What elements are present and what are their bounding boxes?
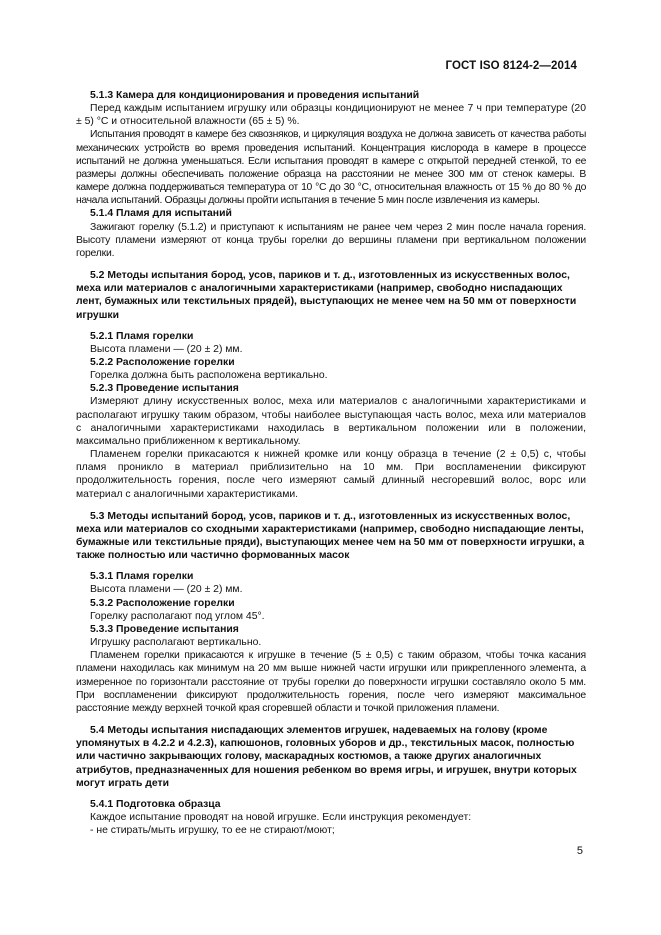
section-5-2-3-paragraph-1: Измеряют длину искусственных волос, меха или материалов с аналогичными характеристиками и располагают игрушку таким образом, чтобы наиболее выступающая часть волос, меха или материалов с аналогичными характеристиками находилась в вертикальном положении или в положении, максимально приближенном к вертикальному. bbox=[76, 396, 586, 447]
section-5-1-3-paragraph-1: Перед каждым испытанием игрушку или образцы кондиционируют не менее 7 ч при температуре (20 ± 5) °С и относительной влажности (65 ± 5) %. bbox=[76, 103, 586, 128]
section-5-2-1-text: Высота пламени — (20 ± 2) мм. bbox=[90, 343, 243, 355]
section-5-3-heading: 5.3 Методы испытаний бород, усов, париков и т. д., изготовленных из искусственных волос, меха или материалов со сходными характеристиками (например, свободно ниспадающие ленты, бумажные или текстильные пряди), выступающих менее чем на 50 мм от поверхности игрушки, а также полностью или частично формованных масок bbox=[76, 510, 585, 562]
section-5-4-1-heading: 5.4.1 Подготовка образца bbox=[90, 798, 221, 810]
section-5-4-1-list-item: - не стирать/мыть игрушку, то ее не стирают/моют; bbox=[90, 825, 335, 837]
section-5-3-2-heading: 5.3.2 Расположение горелки bbox=[90, 597, 235, 609]
section-5-2-3-paragraph-2: Пламенем горелки прикасаются к нижней кромке или концу образца в течение (2 ± 0,5) с, чтобы пламя проникло в материал приблизительно на 10 мм. При воспламенении фиксируют продолжительность горения, после чего измеряют самый длинный несгоревший волос, ворс или материал с аналогичными характеристиками. bbox=[76, 449, 586, 500]
section-5-3-3-paragraph-1: Игрушку располагают вертикально. bbox=[90, 637, 262, 649]
section-5-2-3-heading: 5.2.3 Проведение испытания bbox=[90, 383, 239, 395]
section-5-1-3-paragraph-2: Испытания проводят в камере без сквозняков, и циркуляция воздуха не должна зависеть от качества работы механических устройств во время проведения испытаний. Концентрация кислорода в камере в процессе испытаний не должна уменьшаться. Если испытания проводят в камере с открытой передней стенкой, то ее размеры должны обеспечивать положение образца на расстоянии не менее 300 мм от стенок камеры. В камере должна поддерживаться температура от 10 °С до 30 °С, относительная влажность от 15 % до 80 % до начала испытаний. Образцы должны пройти испытания в течение 5 мин после извлечения из камеры. bbox=[76, 129, 586, 207]
section-5-3-1-text: Высота пламени — (20 ± 2) мм. bbox=[90, 584, 243, 596]
section-5-3-2-text: Горелку располагают под углом 45°. bbox=[90, 610, 265, 622]
section-5-3-1-heading: 5.3.1 Пламя горелки bbox=[90, 571, 194, 583]
section-5-3-3-paragraph-2: Пламенем горелки прикасаются к игрушке в течение (5 ± 0,5) с таким образом, чтобы точка касания пламени находилась как минимум на 20 мм выше нижней части игрушки или прикрепленного элемента, а измеренное по горизонтали расстояние от трубы горелки до поверхности игрушки составляло около 5 мм. При воспламенении фиксируют продолжительность горения, после чего измеряют максимальное расстояние между верхней точкой края сгоревшей области и точкой приложения пламени. bbox=[76, 650, 586, 714]
standard-header: ГОСТ ISO 8124-2—2014 bbox=[445, 60, 577, 72]
section-5-1-3-heading: 5.1.3 Камера для кондиционирования и проведения испытаний bbox=[90, 90, 420, 101]
section-5-2-1-heading: 5.2.1 Пламя горелки bbox=[90, 330, 194, 342]
page-number: 5 bbox=[576, 845, 583, 857]
section-5-4-1-paragraph-1: Каждое испытание проводят на новой игрушке. Если инструкция рекомендует: bbox=[90, 811, 472, 823]
section-5-3-3-heading: 5.3.3 Проведение испытания bbox=[90, 623, 239, 635]
section-5-2-2-text: Горелка должна быть расположена вертикально. bbox=[90, 370, 328, 382]
section-5-2-heading: 5.2 Методы испытания бород, усов, париков и т. д., изготовленных из искусственных волос, меха или материалов с аналогичными характеристиками (например, свободно ниспадающих лент, бумажных или текстильных прядей), выступающих не менее чем на 50 мм от поверхности игрушки bbox=[76, 270, 577, 321]
document-body bbox=[76, 89, 586, 837]
section-5-2-2-heading: 5.2.2 Расположение горелки bbox=[90, 356, 235, 368]
section-5-1-4-heading: 5.1.4 Пламя для испытаний bbox=[90, 208, 232, 220]
section-5-4-heading: 5.4 Методы испытания ниспадающих элементов игрушек, надеваемых на голову (кроме упомянутых в 4.2.2 и 4.2.3), капюшонов, головных уборов и др., текстильных масок, полностью или частично закрывающих голову, маскарадных костюмов, а также других аналогичных атрибутов, предназначенных для ношения ребенком во время игры, и игрушек, внутри которых могут играть дети bbox=[76, 725, 577, 789]
section-5-1-4-paragraph: Зажигают горелку (5.1.2) и приступают к испытаниям не ранее чем через 2 мин после начала горения. Высоту пламени измеряют от конца трубы горелки до вершины пламени при вертикальном положении горелки. bbox=[76, 221, 586, 259]
